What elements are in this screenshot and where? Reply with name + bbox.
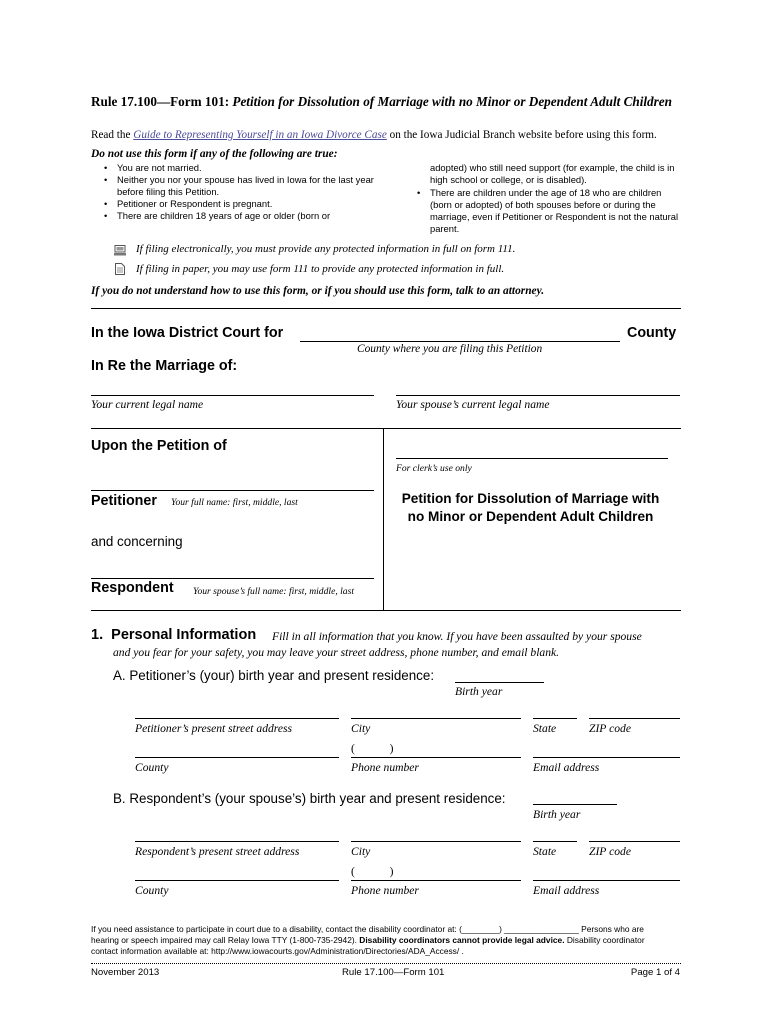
county-input[interactable] xyxy=(300,341,620,342)
and-concerning-label: and concerning xyxy=(91,534,183,549)
email-hint: Email address xyxy=(533,884,600,897)
footer-date: November 2013 xyxy=(91,967,160,978)
electronic-filing-note: If filing electronically, you must provide any protected information in full on form 111. xyxy=(136,243,516,255)
section-1-heading: 1. Personal Information xyxy=(91,627,257,643)
street-hint: Respondent’s present street address xyxy=(135,845,300,858)
marriage-of-label: In Re the Marriage of: xyxy=(91,358,238,374)
petitioner-phone-input[interactable] xyxy=(351,757,521,758)
petitioner-street-input[interactable] xyxy=(135,718,339,719)
disability-notice: If you need assistance to participate in court due to a disability, contact the disability coordinator at: (________) ________________ Persons who are hearing or speech impaired may call Relay Iowa TTY (1-800-735-2942). Disability coordinators cannot provide legal advice. Disability coordinator contact information available at: http://www.iowacourts.gov/Administration/Directories/ADA_Access/ . xyxy=(91,924,645,956)
petitioner-hint: Your full name: first, middle, last xyxy=(171,497,298,508)
respondent-label: Respondent xyxy=(91,580,174,596)
paper-icon xyxy=(115,262,125,274)
state-hint: State xyxy=(533,845,557,858)
divider xyxy=(91,308,681,309)
court-label: In the Iowa District Court for xyxy=(91,325,284,341)
petitioner-city-input[interactable] xyxy=(351,718,521,719)
spouse-name-input[interactable] xyxy=(396,395,680,396)
petitioner-birth-year-input[interactable] xyxy=(455,682,544,683)
document-title: Petition for Dissolution of Marriage with no Minor or Dependent Adult Children xyxy=(401,491,660,524)
phone-area-code[interactable]: ( ) xyxy=(351,865,394,878)
upon-petition-label: Upon the Petition of xyxy=(91,438,227,454)
zip-hint: ZIP code xyxy=(589,845,631,858)
list-item: • Neither you nor your spouse has lived in Iowa for the last year before filing this Petition. xyxy=(91,174,381,198)
birth-year-hint: Birth year xyxy=(533,808,581,821)
petitioner-county-input[interactable] xyxy=(135,757,339,758)
spouse-name-hint: Your spouse’s current legal name xyxy=(396,398,550,411)
respondent-name-input[interactable] xyxy=(91,578,374,579)
form-title: Petition for Dissolution of Marriage with no Minor or Dependent Adult Children xyxy=(232,94,672,109)
list-item: • Petitioner or Respondent is pregnant. xyxy=(91,198,381,210)
warning-list-left xyxy=(91,162,381,222)
page-number: Page 1 of 4 xyxy=(630,967,680,978)
phone-hint: Phone number xyxy=(351,884,419,897)
list-item: • You are not married. xyxy=(91,162,381,174)
phone-area-code[interactable]: ( ) xyxy=(351,742,394,755)
state-hint: State xyxy=(533,722,557,735)
petitioner-residence-label: A. Petitioner’s (your) birth year and present residence: xyxy=(113,668,435,683)
petitioner-zip-input[interactable] xyxy=(589,718,680,719)
footer-form-id: Rule 17.100—Form 101 xyxy=(342,967,445,978)
warning-list-continuation: adopted) who still need support (for example, the child is in high school or college, or is disabled). xyxy=(430,162,675,185)
case-number-field xyxy=(396,458,668,459)
county-hint: County where you are filing this Petition xyxy=(357,343,543,355)
petitioner-name-input[interactable] xyxy=(91,490,374,491)
rule-number: Rule 17.100—Form 101: xyxy=(91,94,230,109)
your-name-hint: Your current legal name xyxy=(91,398,204,411)
county-hint: County xyxy=(135,884,169,897)
petitioner-state-input[interactable] xyxy=(533,718,577,719)
section-1-instructions-cont: and you fear for your safety, you may leave your street address, phone number, and email blank. xyxy=(113,646,560,659)
county-hint: County xyxy=(135,761,169,774)
computer-icon xyxy=(114,243,126,253)
read-guide-line: Read the Guide to Representing Yourself in an Iowa Divorce Case on the Iowa Judicial Branch website before using this form. xyxy=(91,129,657,141)
respondent-phone-input[interactable] xyxy=(351,880,521,881)
guide-link[interactable]: Guide to Representing Yourself in an Iowa Divorce Case xyxy=(133,129,387,141)
county-label: County xyxy=(627,325,677,341)
respondent-residence-label: B. Respondent’s (your spouse’s) birth year and present residence: xyxy=(113,791,506,806)
divider xyxy=(91,610,681,611)
respondent-zip-input[interactable] xyxy=(589,841,680,842)
section-1-instructions: Fill in all information that you know. If you have been assaulted by your spouse xyxy=(272,630,642,643)
respondent-street-input[interactable] xyxy=(135,841,339,842)
footer-divider xyxy=(91,963,681,964)
list-item: • There are children 18 years of age or older (born or xyxy=(91,210,381,222)
respondent-county-input[interactable] xyxy=(135,880,339,881)
respondent-state-input[interactable] xyxy=(533,841,577,842)
street-hint: Petitioner’s present street address xyxy=(135,722,293,735)
divider xyxy=(91,428,681,429)
city-hint: City xyxy=(351,845,371,858)
email-hint: Email address xyxy=(533,761,600,774)
warning-heading: Do not use this form if any of the following are true: xyxy=(91,148,338,160)
clerk-use-label: For clerk’s use only xyxy=(396,463,472,474)
respondent-email-input[interactable] xyxy=(533,880,680,881)
your-name-input[interactable] xyxy=(91,395,374,396)
petitioner-label: Petitioner xyxy=(91,493,157,509)
attorney-note: If you do not understand how to use this form, or if you should use this form, talk to an attorney. xyxy=(91,285,545,297)
list-item: • There are children under the age of 18 who are children (born or adopted) of both spouses before or during the marriage, even if Petitioner or Respondent is not the natural parent. xyxy=(404,187,684,235)
respondent-birth-year-input[interactable] xyxy=(533,804,617,805)
birth-year-hint: Birth year xyxy=(455,685,503,698)
respondent-city-input[interactable] xyxy=(351,841,521,842)
paper-filing-note: If filing in paper, you may use form 111 to provide any protected information in full. xyxy=(136,263,505,275)
petitioner-email-input[interactable] xyxy=(533,757,680,758)
city-hint: City xyxy=(351,722,371,735)
zip-hint: ZIP code xyxy=(589,722,631,735)
warning-list-right xyxy=(404,187,684,235)
form-header xyxy=(91,94,672,110)
phone-hint: Phone number xyxy=(351,761,419,774)
respondent-hint: Your spouse’s full name: first, middle, last xyxy=(193,586,354,597)
